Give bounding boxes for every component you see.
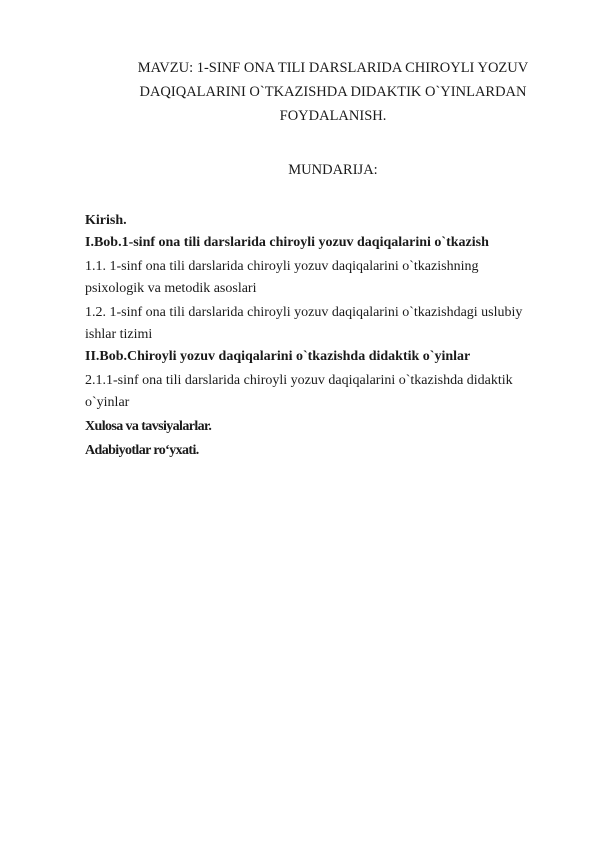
- document-title: [90, 56, 576, 128]
- toc-chapter-1: I.Bob.1-sinf ona tili darslarida chiroyli yozuv daqiqalarini o`tkazish: [85, 235, 489, 250]
- contents-heading: MUNDARIJA:: [288, 162, 378, 178]
- toc-section-1-1-line-1: 1.1. 1-sinf ona tili darslarida chiroyli yozuv daqiqalarini o`tkazishning: [85, 259, 479, 274]
- toc-section-1-1-line-2: psixologik va metodik asoslari: [85, 281, 257, 296]
- toc-references: Adabiyotlar ro‘yxati.: [85, 443, 199, 458]
- toc-section-2-1-line-2: o`yinlar: [85, 395, 130, 410]
- toc-chapter-2: II.Bob.Chiroyli yozuv daqiqalarini o`tkazishda didaktik o`yinlar: [85, 349, 471, 364]
- table-of-contents: [85, 210, 552, 462]
- toc-intro: Kirish.: [85, 213, 127, 228]
- toc-conclusion: Xulosa va tavsiyalarlar.: [85, 419, 212, 434]
- title-line-2: DAQIQALARINI O`TKAZISHDA DIDAKTIK O`YINLARDAN: [139, 84, 527, 100]
- title-line-1: MAVZU: 1-SINF ONA TILI DARSLARIDA CHIROYLI YOZUV: [137, 60, 529, 76]
- toc-section-1-2-line-2: ishlar tizimi: [85, 327, 153, 342]
- toc-section-1-2-line-1: 1.2. 1-sinf ona tili darslarida chiroyli yozuv daqiqalarini o`tkazishdagi uslubiy: [85, 305, 523, 320]
- title-line-3: FOYDALANISH.: [279, 108, 387, 124]
- toc-section-2-1-line-1: 2.1.1-sinf ona tili darslarida chiroyli yozuv daqiqalarini o`tkazishda didaktik: [85, 373, 513, 388]
